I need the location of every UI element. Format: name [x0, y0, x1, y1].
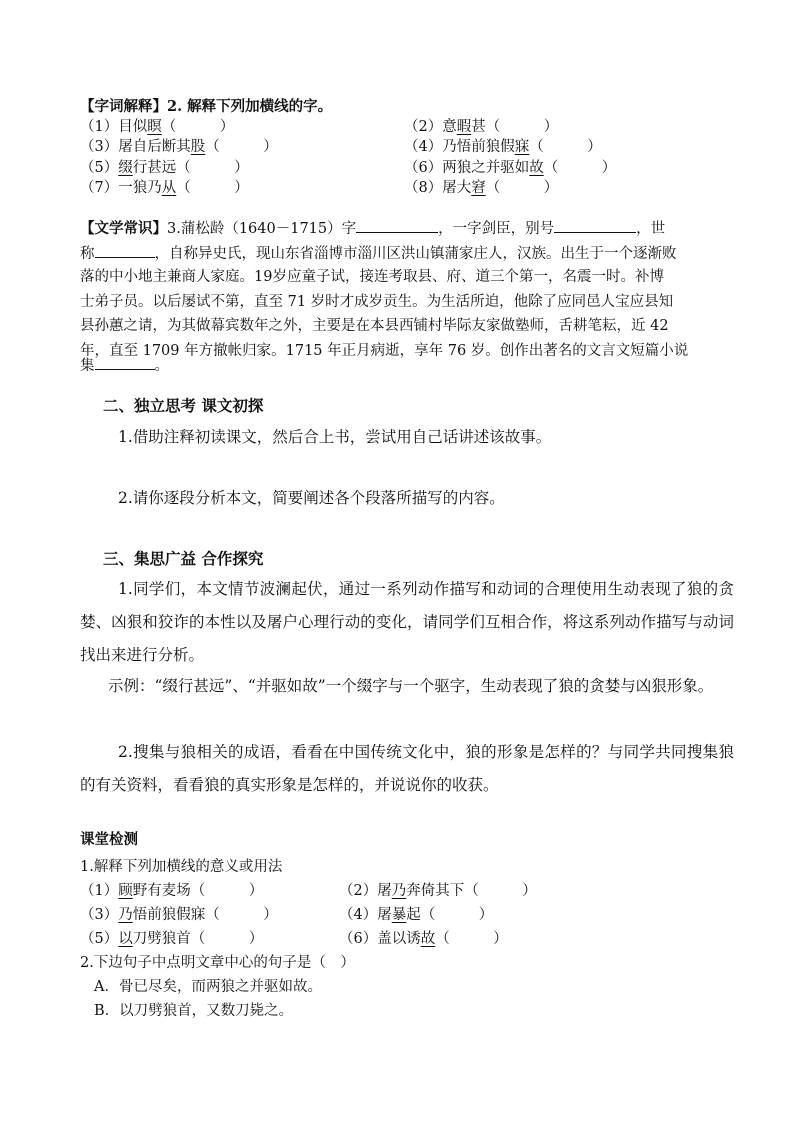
quiz-item-3: （3）乃悟前狼假寐（ ） — [80, 907, 278, 923]
quiz-q1: 1.解释下列加横线的意义或用法 — [80, 859, 283, 875]
section-title-quiz: 课堂检测 — [80, 831, 138, 848]
question-paragraphs: 2.请你逐段分析本文，简要阐述各个段落所描写的内容。 — [118, 489, 505, 507]
vocab-header: 【字词解释】2. 解释下列加横线的字。 — [80, 98, 333, 115]
section-title-independent: 二、独立思考 课文初探 — [103, 396, 264, 415]
quiz-item-5: （5）以刀劈狼首（ ） — [80, 931, 264, 947]
vocab-item-7: （7）一狼乃从（ ） — [80, 180, 249, 196]
vocab-item-3: （3）屠自后断其股（ ） — [80, 139, 278, 155]
question-actions: 1.同学们，本文情节波澜起伏，通过一系列动作描写和动词的合理使用生动表现了狼的贪婪、凶狠和狡诈的本性以及屠户心理行动的变化，请同学们互相合作，将这系列动作描写与动词找出来进行分析。 — [80, 580, 734, 664]
lit-line-5: 县孙蕙之请，为其做幕宾数年之外，主要是在本县西铺村毕际友家做塾师，舌耕笔耘，近 42 — [80, 318, 669, 334]
lit-line-7: 集 。 — [80, 354, 169, 376]
quiz-option-b[interactable]: B．以刀劈狼首，又数刀毙之。 — [94, 1003, 294, 1019]
lit-line-1: 【文学常识】3.蒲松龄（1640－1715）字 ，一字剑臣，别号 ，世 — [80, 217, 665, 239]
quiz-option-a[interactable]: A．骨已尽矣，而两狼之并驱如故。 — [94, 979, 322, 995]
vocab-item-2: （2）意暇甚（ ） — [404, 119, 559, 135]
quiz-item-2: （2）屠乃奔倚其下（ ） — [339, 883, 537, 899]
lit-line-2: 称 ，自称异史氏，现山东省淄博市淄川区洪山镇蒲家庄人，汉族。出生于一个逐渐败 — [80, 242, 677, 264]
vocab-item-8: （8）屠大窘（ ） — [404, 180, 559, 196]
vocab-item-5: （5）缀行甚远（ ） — [80, 160, 249, 176]
vocab-item-4: （4）乃悟前狼假寐（ ） — [404, 139, 602, 155]
quiz-item-4: （4）屠暴起（ ） — [339, 907, 494, 923]
lit-line-3: 落的中小地主兼商人家庭。19岁应童子试，接连考取县、府、道三个第一，名震一时。补博 — [80, 269, 664, 285]
section-title-cooperative: 三、集思广益 合作探究 — [103, 549, 264, 568]
quiz-q2: 2.下边句子中点明文章中心的句子是（ ） — [80, 955, 355, 971]
blank-courtesy-name[interactable] — [356, 217, 438, 233]
quiz-item-1: （1）顾野有麦场（ ） — [80, 883, 264, 899]
vocab-item-1: （1）目似瞑（ ） — [80, 119, 235, 135]
example-text: 示例：“缀行甚远”、“并驱如故”一个缀字与一个驱字，生动表现了狼的贪婪与凶狠形象。 — [108, 677, 714, 695]
blank-title[interactable] — [95, 242, 155, 258]
lit-line-6: 年，直至 1709 年方撤帐归家。1715 年正月病逝，享年 76 岁。创作出著名的文言文短篇小说 — [80, 343, 689, 359]
blank-alias[interactable] — [554, 217, 636, 233]
question-idioms: 2.搜集与狼相关的成语，看看在中国传统文化中，狼的形象是怎样的？与同学共同搜集狼的有关资料，看看狼的真实形象是怎样的，并说说你的收获。 — [80, 743, 734, 794]
question-retell: 1.借助注释初读课文，然后合上书，尝试用自己话讲述该故事。 — [118, 428, 552, 446]
quiz-item-6: （6）盖以诱故（ ） — [339, 931, 508, 947]
lit-line-4: 士弟子员。以后屡试不第，直至 71 岁时才成岁贡生。为生活所迫，他除了应同邑人宝应县知 — [80, 294, 674, 310]
blank-collection[interactable] — [95, 354, 155, 370]
vocab-item-6: （6）两狼之并驱如故（ ） — [404, 160, 617, 176]
